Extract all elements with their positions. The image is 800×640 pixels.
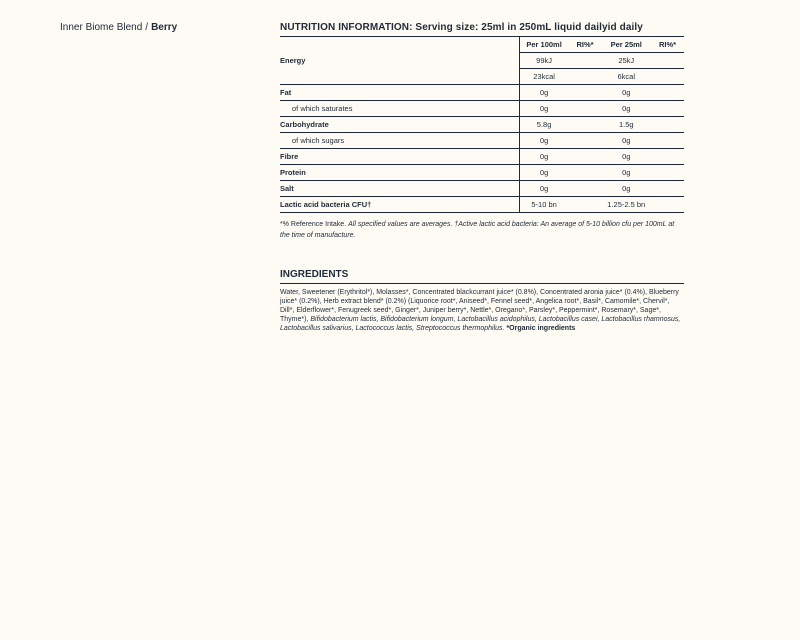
nutrition-row: [280, 117, 684, 133]
product-name: Inner Biome Blend: [60, 22, 143, 33]
nutrition-row-label: Carbohydrate: [280, 117, 519, 133]
nutrition-row: [280, 85, 684, 101]
nutrition-row-ri-100: [569, 117, 602, 133]
nutrition-row-ri-100: [569, 101, 602, 117]
nutrition-row-per100: 5.8g: [519, 117, 568, 133]
nutrition-row-ri-25: [651, 181, 684, 197]
nutrition-row-ri-100: [569, 149, 602, 165]
nutrition-row-per100: 99kJ: [519, 53, 568, 69]
nutrition-row-ri-100: [569, 85, 602, 101]
ingredients-main: Water, Sweetener (Erythritol*), Molasses*, Concentrated blackcurrant juice* (0.8%), Concentrated aronia juice* (0.4%), Blueberry juice* (0.2%), Herb extract blend* (0.2%) (Liquorice root*, Aniseed*, Fennel seed*, Angelica root*, Basil*, Camomile*, Chervil*, Dill*, Elderflower*, Fenugreek seed*, Ginger*, Juniper berry*, Nettle*, Oregano*, Parsley*, Peppermint*, Rosemary*, Sage*, Thyme*),: [280, 289, 679, 323]
nutrition-row-label: Protein: [280, 165, 519, 181]
product-title: [60, 22, 177, 33]
footnote-ri: *% Reference Intake.: [280, 221, 347, 228]
info-panel: [280, 22, 684, 333]
nutrition-row-ri-25: [651, 165, 684, 181]
nutrition-row-ri-100: [569, 69, 602, 85]
nutrition-row-ri-25: [651, 53, 684, 69]
nutrition-row-per100: 5-10 bn: [519, 197, 568, 213]
nutrition-row-label: [280, 69, 519, 85]
nutrition-row-per25: 0g: [602, 181, 651, 197]
header-ri-25: RI%*: [651, 37, 684, 53]
nutrition-row-label: of which saturates: [280, 101, 519, 117]
nutrition-footnote: [280, 219, 684, 241]
nutrition-row-ri-25: [651, 117, 684, 133]
nutrition-row-per25: 1.25-2.5 bn: [602, 197, 651, 213]
nutrition-row-per100: 0g: [519, 85, 568, 101]
nutrition-row: [280, 181, 684, 197]
nutrition-heading: NUTRITION INFORMATION: Serving size: 25ml in 250mL liquid dailyid daily: [280, 22, 684, 37]
nutrition-row-label: Salt: [280, 181, 519, 197]
nutrition-row-per25: 6kcal: [602, 69, 651, 85]
nutrition-row-ri-100: [569, 181, 602, 197]
nutrition-row-per25: 0g: [602, 149, 651, 165]
nutrition-row-per100: 23kcal: [519, 69, 568, 85]
nutrition-row: [280, 69, 684, 85]
nutrition-row: [280, 101, 684, 117]
nutrition-row-label: Lactic acid bacteria CFU†: [280, 197, 519, 213]
header-per25: Per 25ml: [602, 37, 651, 53]
nutrition-row-label: Fibre: [280, 149, 519, 165]
nutrition-row-per25: 25kJ: [602, 53, 651, 69]
ingredients-bacteria: Bifidobacterium lactis, Bifidobacterium longum, Lactobacillus acidophilus, Lactobacillus casei, Lactobacillus rhamnosus, Lactobacillus salivarius, Lactococcus lactis, Streptococcus thermophilus.: [280, 316, 681, 332]
nutrition-row: [280, 53, 684, 69]
nutrition-row-ri-25: [651, 85, 684, 101]
nutrition-row-label: of which sugars: [280, 133, 519, 149]
nutrition-row-per100: 0g: [519, 181, 568, 197]
nutrition-row-label: Energy: [280, 56, 306, 65]
header-ri-100: RI%*: [569, 37, 602, 53]
title-separator: /: [145, 22, 149, 33]
nutrition-row-ri-25: [651, 69, 684, 85]
nutrition-row-ri-100: [569, 165, 602, 181]
ingredients-heading: INGREDIENTS: [280, 269, 684, 284]
nutrition-row-ri-25: [651, 197, 684, 213]
nutrition-row-per25: 0g: [602, 133, 651, 149]
nutrition-row-ri-100: [569, 53, 602, 69]
nutrition-row: [280, 133, 684, 149]
nutrition-row-per25: 0g: [602, 101, 651, 117]
nutrition-row-per100: 0g: [519, 133, 568, 149]
nutrition-row-ri-100: [569, 197, 602, 213]
nutrition-table: [280, 37, 684, 213]
header-blank: [280, 37, 519, 53]
ingredients-organic-note: *Organic ingredients: [506, 325, 576, 332]
footnote-averages: All specified values are averages. †Active lactic acid bacteria: An average of 5-10 billion cfu per 100mL at the time of manufacture.: [280, 221, 675, 239]
nutrition-row-label: Fat: [280, 85, 519, 101]
nutrition-row-ri-100: [569, 133, 602, 149]
ingredients-text: [280, 288, 684, 333]
nutrition-row-per25: 1.5g: [602, 117, 651, 133]
nutrition-row-ri-25: [651, 149, 684, 165]
header-per100: Per 100ml: [519, 37, 568, 53]
nutrition-row-per100: 0g: [519, 149, 568, 165]
nutrition-row-ri-25: [651, 101, 684, 117]
nutrition-row-per25: 0g: [602, 165, 651, 181]
nutrition-row: [280, 165, 684, 181]
nutrition-row-per100: 0g: [519, 101, 568, 117]
nutrition-row-per25: 0g: [602, 85, 651, 101]
nutrition-row: [280, 197, 684, 213]
product-flavor: Berry: [151, 22, 178, 33]
nutrition-row-per100: 0g: [519, 165, 568, 181]
nutrition-row: [280, 149, 684, 165]
nutrition-header-row: [280, 37, 684, 53]
nutrition-row-ri-25: [651, 133, 684, 149]
